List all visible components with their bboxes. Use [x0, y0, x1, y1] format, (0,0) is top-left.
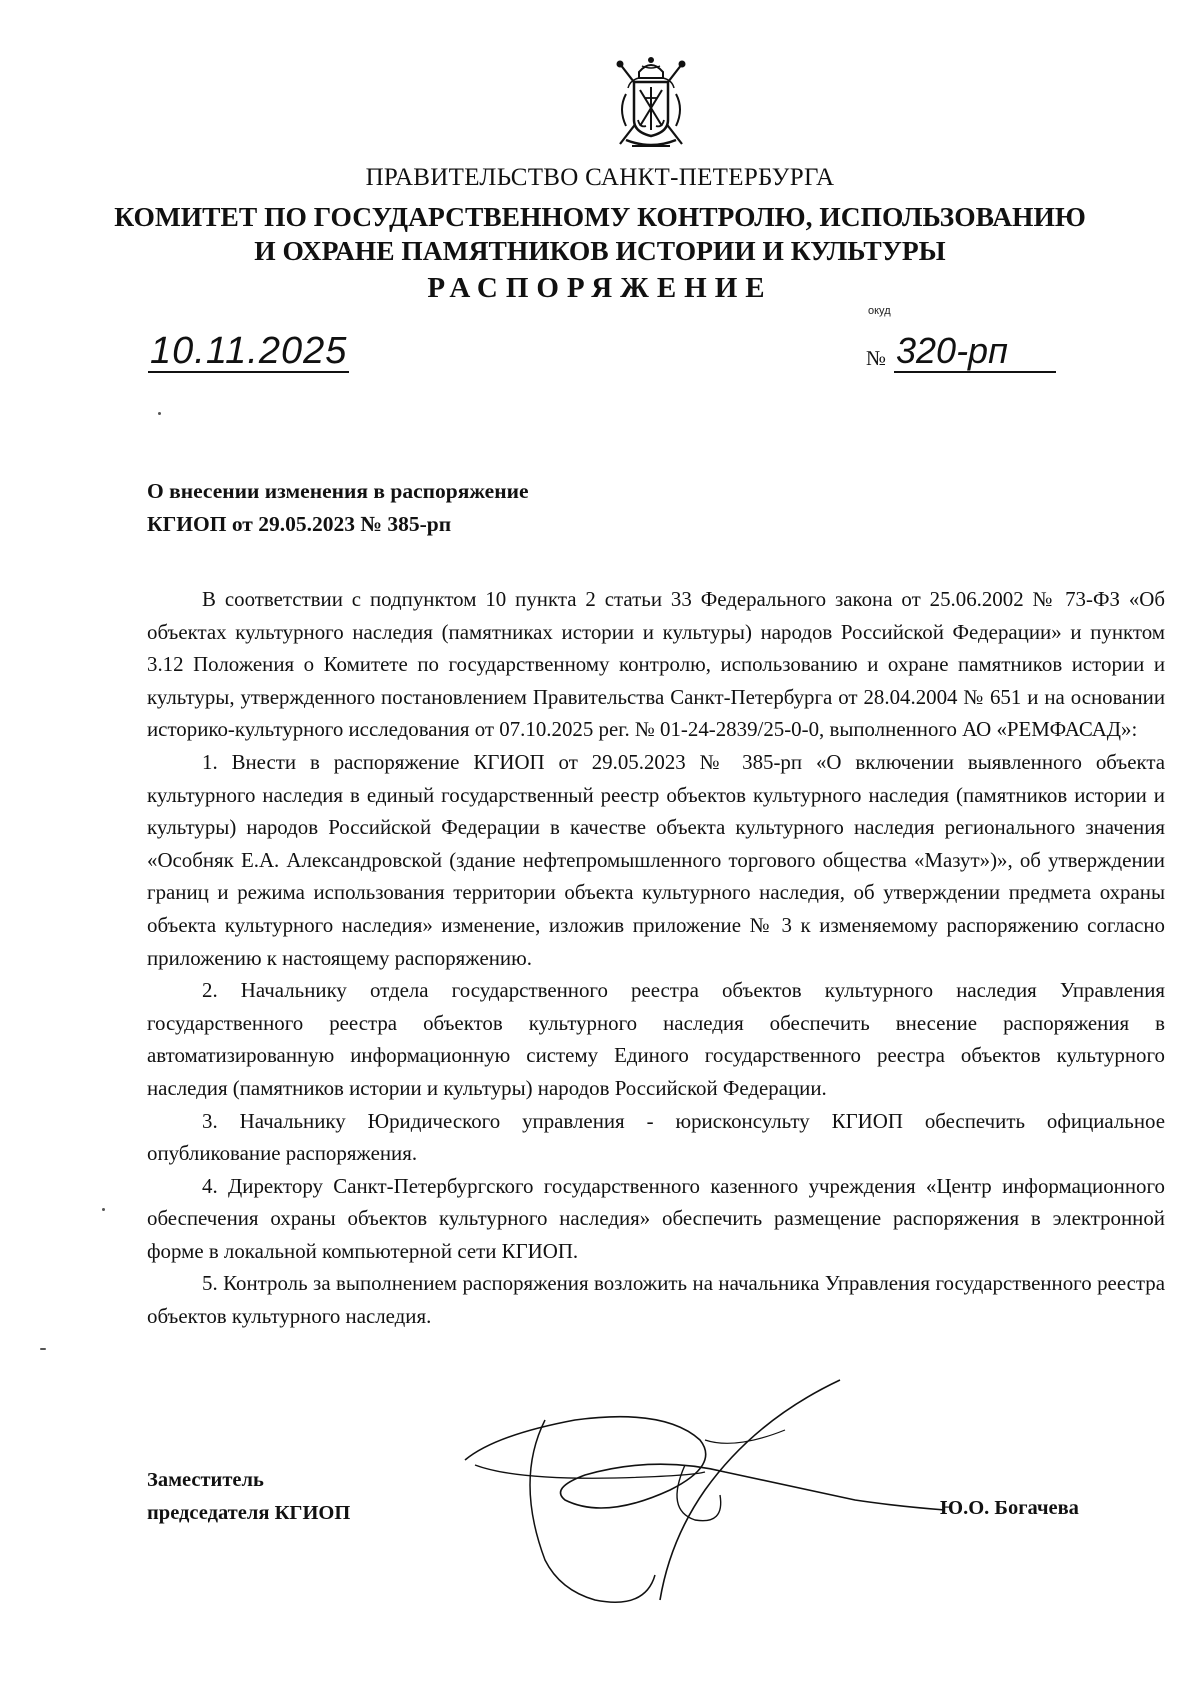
number-sign: № — [866, 346, 887, 370]
signatory-title-line-1: Заместитель — [147, 1469, 264, 1491]
order-item-1: 1. Внести в распоряжение КГИОП от 29.05.2023 № 385-рп «О включении выявленного объекта культурного наследия в единый государственный реестр объектов культурного наследия (памятников истории и культуры) народов Российской Федерации в качестве объекта культурного наследия регионального значения «Особняк Е.А. Александровской (здание нефтепромышленного торгового общества «Мазут»)», об утверждении границ и режима использования территории объекта культурного наследия, об утверждении предмета охраны объекта культурного наследия» изменение, изложив приложение № 3 к изменяемому распоряжению согласно приложению к настоящему распоряжению. — [147, 749, 1165, 970]
order-item-5: 5. Контроль за выполнением распоряжения возложить на начальника Управления государственного реестра объектов культурного наследия. — [147, 1271, 1165, 1329]
document-number: 320-рп — [894, 331, 1056, 373]
scan-speck — [40, 1348, 46, 1350]
document-type-title: РАСПОРЯЖЕНИЕ — [427, 272, 773, 304]
order-item-4: 4. Директору Санкт-Петербургского государственного казенного учреждения «Центр информационного обеспечения охраны объектов культурного наследия» обеспечить размещение распоряжения в электронной форме в локальной компьютерной сети КГИОП. — [147, 1173, 1165, 1263]
signatory-title — [147, 1464, 350, 1530]
signatory-title-line-2: председателя КГИОП — [147, 1502, 351, 1524]
scan-speck — [102, 1208, 105, 1211]
committee-name — [0, 200, 1200, 268]
government-name: ПРАВИТЕЛЬСТВО САНКТ-ПЕТЕРБУРГА — [365, 164, 835, 191]
okud-label: окуд — [868, 305, 891, 317]
scan-speck — [158, 412, 161, 415]
handwritten-signature — [455, 1360, 955, 1605]
order-item-3: 3. Начальнику Юридического управления - юрисконсульту КГИОП обеспечить официальное опубликование распоряжения. — [147, 1108, 1165, 1166]
document-body — [147, 583, 1165, 1333]
committee-name-line-1: КОМИТЕТ ПО ГОСУДАРСТВЕННОМУ КОНТРОЛЮ, ИСПОЛЬЗОВАНИЮ — [114, 201, 1086, 232]
subject-line-2: КГИОП от 29.05.2023 № 385-рп — [147, 512, 452, 536]
preamble-paragraph: В соответствии с подпунктом 10 пункта 2 статьи 33 Федерального закона от 25.06.2002 № 73-ФЗ «Об объектах культурного наследия (памятниках истории и культуры) народов Российской Федерации» и пунктом 3.12 Положения о Комитете по государственному контролю, использованию и охране памятников истории и культуры, утвержденного постановлением Правительства Санкт-Петербурга от 28.04.2004 № 651 и на основании историко-культурного исследования от 07.10.2025 рег. № 01-24-2839/25-0-0, выполненного АО «РЕМФАСАД»: — [147, 587, 1165, 742]
order-item-2: 2. Начальнику отдела государственного реестра объектов культурного наследия Управления государственного реестра объектов культурного наследия обеспечить внесение распоряжения в автоматизированную информационную систему Единого государственного реестра объектов культурного наследия (памятников истории и культуры) народов Российской Федерации. — [147, 978, 1165, 1100]
subject-line-1: О внесении изменения в распоряжение — [147, 479, 529, 503]
committee-name-line-2: И ОХРАНЕ ПАМЯТНИКОВ ИСТОРИИ И КУЛЬТУРЫ — [254, 235, 946, 266]
document-date: 10.11.2025 — [150, 330, 348, 372]
signatory-name: Ю.О. Богачева — [940, 1497, 1079, 1519]
saint-petersburg-coat-of-arms-icon — [612, 54, 690, 154]
document-subject — [147, 475, 529, 541]
